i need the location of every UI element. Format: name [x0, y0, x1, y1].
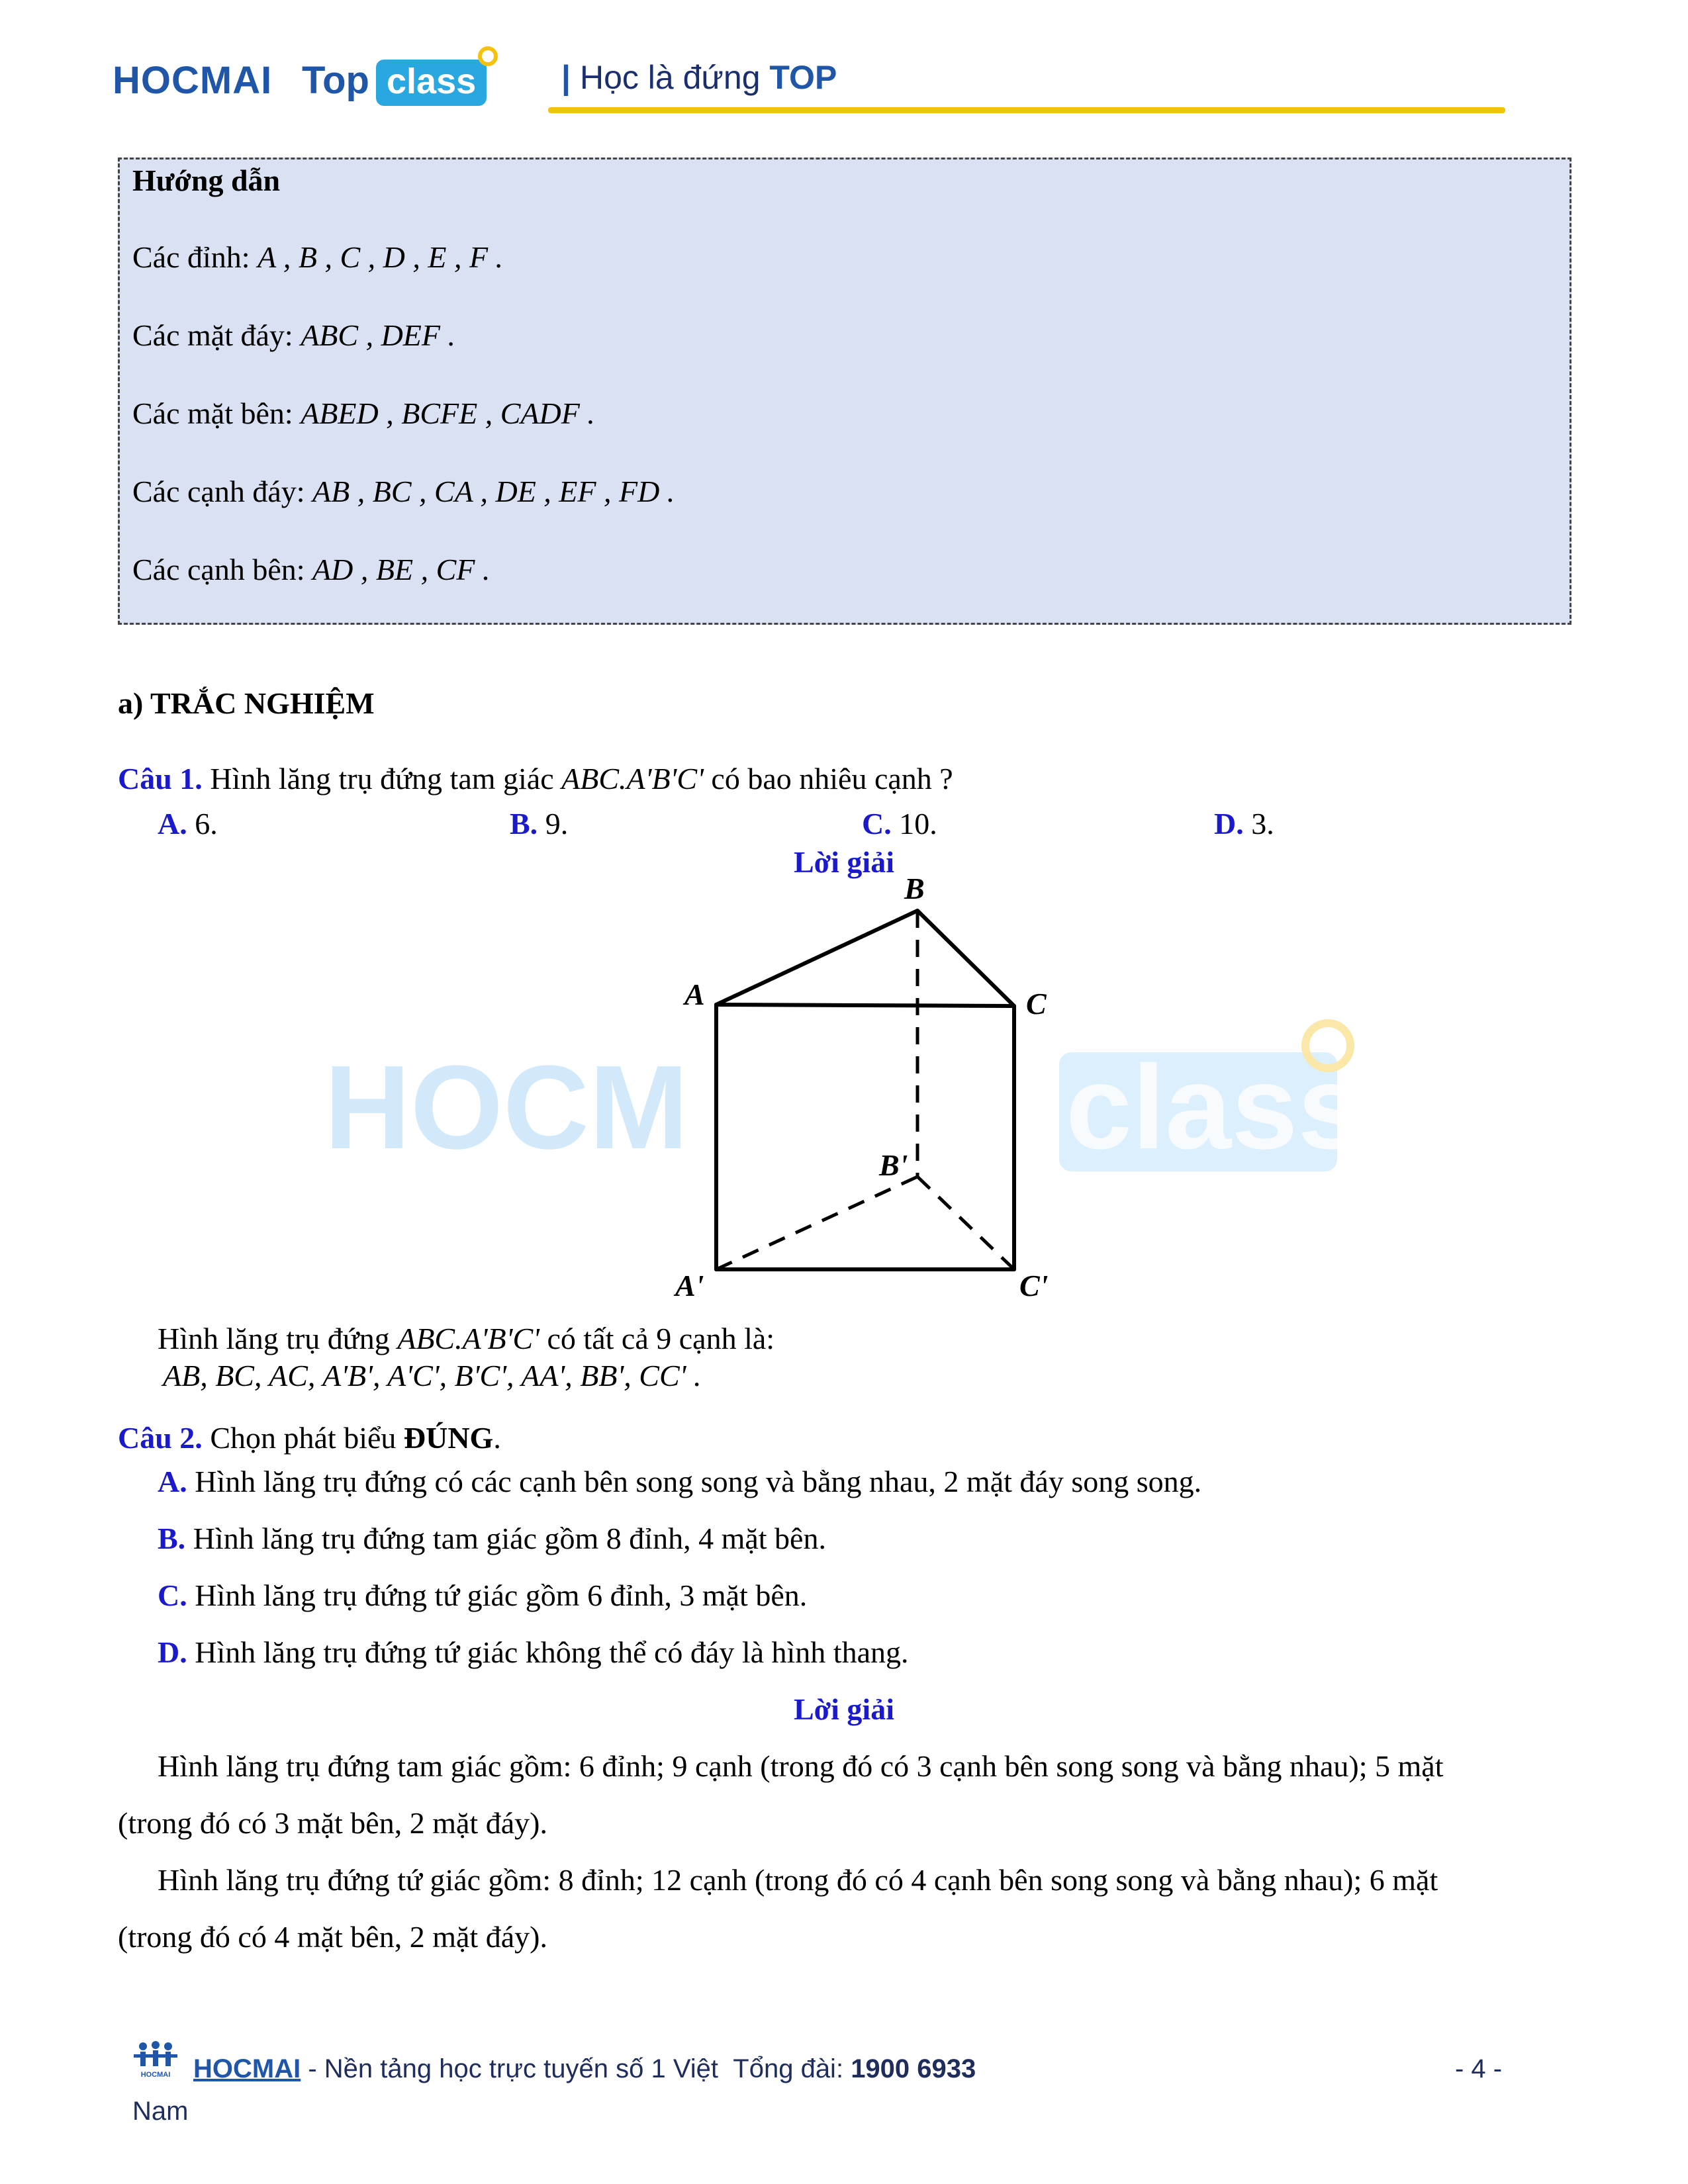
edge-a1b1: [716, 1177, 917, 1269]
tagline-top: TOP: [769, 59, 837, 96]
option-text: Hình lăng trụ đứng tứ giác gồm 6 đỉnh, 3 mặt bên.: [195, 1578, 808, 1612]
footer-text: - Nền tảng học trực tuyến số 1 Việt: [301, 2054, 719, 2083]
option-letter: B.: [510, 807, 538, 841]
q1-text: Hình lăng trụ đứng tam giác: [210, 762, 554, 796]
edge-b1c1: [917, 1177, 1014, 1269]
option-text: Hình lăng trụ đứng có các cạnh bên song song và bằng nhau, 2 mặt đáy song song.: [195, 1465, 1202, 1498]
option-letter: D.: [158, 1635, 187, 1669]
logo-hocmai: HOCMAI: [113, 59, 273, 102]
q1-edge-list: AB, BC, AC, A'B', A'C', B'C', AA', BB', CC' .: [163, 1359, 702, 1392]
hocmai-footer-icon: [132, 2041, 179, 2079]
header-rule: [548, 107, 1505, 113]
q1-text-after: có bao nhiêu cạnh ?: [711, 762, 953, 796]
guide-line-lateral-faces: [132, 396, 595, 431]
watermark-class: class: [1066, 1041, 1364, 1174]
q2-solution-para1-line2: (trong đó có 3 mặt bên, 2 mặt đáy).: [118, 1806, 547, 1840]
q2-option-c[interactable]: [158, 1578, 807, 1613]
q2-period: .: [493, 1421, 501, 1455]
option-letter: C.: [158, 1578, 187, 1612]
logo-top: Top: [302, 59, 369, 102]
guide-line-base-edges: [132, 474, 675, 509]
q1-option-a[interactable]: [158, 806, 218, 841]
option-text: Hình lăng trụ đứng tam giác gồm 8 đỉnh, 4 mặt bên.: [193, 1522, 826, 1555]
q1-label: Câu 1.: [118, 762, 203, 796]
q1-option-c[interactable]: [862, 806, 937, 841]
logo-sun-icon: [478, 46, 498, 66]
option-letter: A.: [158, 1465, 187, 1498]
tagline-text: Học là đứng: [580, 59, 761, 96]
page-number: - 4 -: [1455, 2054, 1503, 2083]
footer-hotline: 1900 6933: [851, 2054, 976, 2083]
option-letter: A.: [158, 807, 187, 841]
footer-brand-link[interactable]: HOCMAI: [193, 2054, 301, 2083]
option-text: 3.: [1251, 807, 1274, 841]
label-a: A: [684, 978, 705, 1011]
footer-icon-caption: HOCMAI: [140, 2071, 171, 2079]
watermark-sun-icon: [1301, 1019, 1354, 1072]
header-tagline: [561, 58, 837, 97]
prism-diagram: [662, 872, 1086, 1306]
watermark-hocmai: HOCM: [324, 1041, 688, 1174]
label-c: C: [1026, 987, 1047, 1021]
option-letter: D.: [1214, 807, 1244, 841]
q2-solution-para1-line1: Hình lăng trụ đứng tam giác gồm: 6 đỉnh; 9 cạnh (trong đó có 3 cạnh bên song song và bằng nhau); 5 mặt: [158, 1749, 1444, 1783]
guide-label: Các mặt bên:: [132, 396, 293, 430]
q1-stem: [118, 761, 953, 796]
section-title: a) TRẮC NGHIỆM: [118, 686, 375, 720]
q2-label: Câu 2.: [118, 1421, 203, 1455]
q1-math: ABC.A'B'C': [561, 762, 704, 796]
edge-bc: [917, 911, 1014, 1006]
guide-line-vertices: [132, 240, 503, 275]
guide-title: Hướng dẫn: [132, 163, 281, 197]
guide-math: A , B , C , D , E , F .: [258, 240, 504, 274]
option-text: Hình lăng trụ đứng tứ giác không thể có đáy là hình thang.: [195, 1635, 909, 1669]
guide-math: ABC , DEF .: [301, 318, 455, 352]
solution-text-after: có tất cả 9 cạnh là:: [547, 1322, 775, 1355]
footer-line: [193, 2054, 976, 2084]
q2-emphasis: ĐÚNG: [403, 1421, 494, 1455]
edge-ac: [716, 1005, 1014, 1006]
q2-solution-para2-line2: (trong đó có 4 mặt bên, 2 mặt đáy).: [118, 1920, 547, 1954]
footer-wrap: Nam: [132, 2097, 189, 2126]
label-a1: A': [675, 1269, 704, 1302]
edge-ab: [716, 911, 917, 1005]
option-letter: B.: [158, 1522, 186, 1555]
solution-math: ABC.A'B'C': [397, 1322, 540, 1355]
tagline-bar: |: [561, 59, 571, 96]
label-b1: B': [879, 1148, 908, 1182]
q2-option-a[interactable]: [158, 1464, 1201, 1499]
q1-solution-title: Lời giải: [794, 845, 894, 879]
label-b: B: [904, 872, 925, 905]
guide-label: Các cạnh đáy:: [132, 475, 305, 508]
guide-math: AD , BE , CF .: [312, 553, 491, 586]
q2-option-b[interactable]: [158, 1521, 826, 1556]
option-text: 9.: [545, 807, 569, 841]
option-text: 10.: [899, 807, 937, 841]
guide-math: ABED , BCFE , CADF .: [301, 396, 595, 430]
guide-line-bases: [132, 318, 455, 353]
guide-label: Các cạnh bên:: [132, 553, 305, 586]
guide-math: AB , BC , CA , DE , EF , FD .: [312, 475, 675, 508]
label-c1: C': [1019, 1269, 1049, 1302]
guide-label: Các đỉnh:: [132, 240, 250, 274]
q2-stem: [118, 1420, 501, 1455]
footer-hotline-label: Tổng đài:: [733, 2054, 844, 2083]
q2-option-d[interactable]: [158, 1635, 909, 1670]
q1-option-b[interactable]: [510, 806, 568, 841]
option-text: 6.: [195, 807, 218, 841]
logo-class: class: [376, 60, 487, 106]
guide-label: Các mặt đáy:: [132, 318, 293, 352]
q2-solution-title: Lời giải: [794, 1692, 894, 1726]
option-letter: C.: [862, 807, 892, 841]
q1-solution-text: [158, 1321, 774, 1356]
q2-solution-para2-line1: Hình lăng trụ đứng tứ giác gồm: 8 đỉnh; 12 cạnh (trong đó có 4 cạnh bên song song và bằng nhau); 6 mặt: [158, 1863, 1438, 1897]
q2-text: Chọn phát biểu: [210, 1421, 397, 1455]
guide-line-lateral-edges: [132, 552, 490, 587]
q1-option-d[interactable]: [1214, 806, 1274, 841]
solution-text: Hình lăng trụ đứng: [158, 1322, 390, 1355]
